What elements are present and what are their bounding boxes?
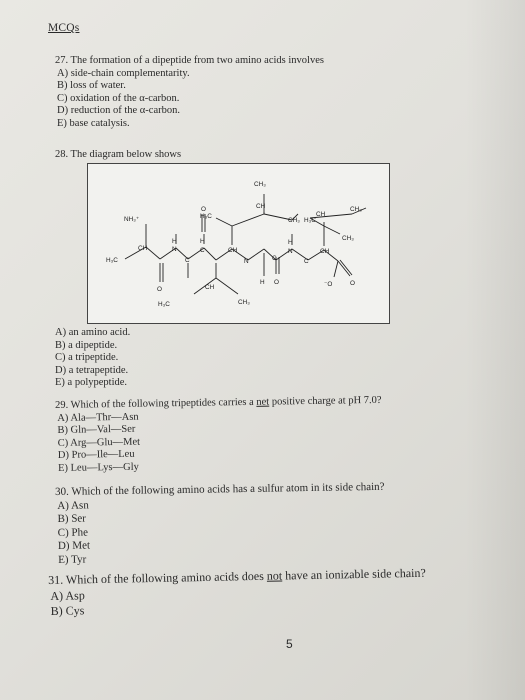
option-b: B) a dipeptide. [55,339,118,351]
stem-text: 31. Which of the following amino acids does [48,568,267,587]
label-ch-2: CH [205,284,215,291]
label-ch3-2: CH₃ [254,181,266,188]
question-stem: 27. The formation of a dipeptide from two amino acids involves [55,55,324,66]
label-h-3: H [260,279,265,286]
page-number: 5 [286,637,293,651]
question-30 [55,481,386,568]
stem-text-end: positive charge at pH 7.0? [269,394,382,408]
option-b: B) Cys [50,603,85,618]
option-e: E) a polypeptide. [55,377,128,389]
option-d: D) Met [57,539,91,553]
question-31 [48,566,427,620]
option-b: B) loss of water. [57,80,126,92]
label-ch3-3: CH₃ [288,217,300,224]
option-d: D) Pro—Ile—Leu [57,449,135,462]
label-c-3: C [272,255,277,262]
option-a: A) side-chain complementarity. [57,67,190,79]
label-h-4: H [288,239,293,246]
label-o-minus: ⁻O [324,281,333,288]
option-c: C) Phe [57,526,89,539]
label-ch-5: CH [320,248,330,255]
label-h3c-2: H₃C [158,301,170,308]
option-e: E) Tyr [58,553,87,566]
label-ch-1: CH [138,245,148,252]
label-o-1: O [157,286,162,293]
label-ch3-1: CH₃ [238,299,250,306]
stem-text: 29. Which of the following tripeptides carries a [55,396,257,411]
label-ch-6: CH [316,211,326,218]
label-h3c-4: H₃C [304,217,316,224]
option-e: E) base catalysis. [57,117,130,129]
label-n-1: N [172,246,177,253]
stem-text-end: have an ionizable side chain? [282,565,426,583]
option-d: D) a tetrapeptide. [55,364,129,376]
option-b: B) Gln—Val—Ser [57,423,136,437]
option-e: E) Leu—Lys—Gly [57,461,139,474]
section-header: MCQs [48,22,80,34]
label-nh3: NH₃⁺ [124,216,140,223]
label-h-2: H [200,238,205,245]
label-ch-4: CH [256,203,266,210]
option-a: A) Asp [50,587,85,603]
question-stem: 28. The diagram below shows [55,149,182,160]
label-o-3: O [274,279,279,286]
option-c: C) Arg—Glu—Met [57,436,141,449]
option-a: A) Ala—Thr—Asn [57,411,139,424]
structure-svg [88,164,389,323]
lighting-shade [465,0,525,700]
option-b: B) Ser [57,512,87,526]
option-c: C) a tripeptide. [55,352,119,364]
label-c-4: C [304,258,309,265]
label-n-2: N [244,258,249,265]
option-c: C) oxidation of the α-carbon. [57,92,180,104]
question-28 [55,149,181,162]
label-h3c-3: H₃C [200,213,212,220]
option-a: A) an amino acid. [55,327,131,338]
label-c-1: C [185,257,190,264]
tetrapeptide-structure-diagram [87,163,390,324]
label-n-3: N [288,248,293,255]
question-29 [55,395,383,476]
option-a: A) Asn [57,499,89,512]
label-ch3-5: CH₃ [350,206,362,213]
question-stem: 30. Which of the following amino acids has a sulfur atom in its side chain? [55,480,385,498]
question-28-options [55,327,130,390]
label-h-1: H [172,238,177,245]
question-27 [55,55,324,131]
stem-underlined: net [256,396,270,408]
label-c-2: C [200,247,205,254]
stem-underlined: not [266,568,283,583]
label-o-4: O [350,280,355,287]
label-ch3-4: CH₃ [342,235,354,242]
label-ch-3: CH [228,247,238,254]
label-o-2: O [201,206,206,213]
label-h3c-1: H₃C [106,257,118,264]
option-d: D) reduction of the α-carbon. [57,105,180,117]
